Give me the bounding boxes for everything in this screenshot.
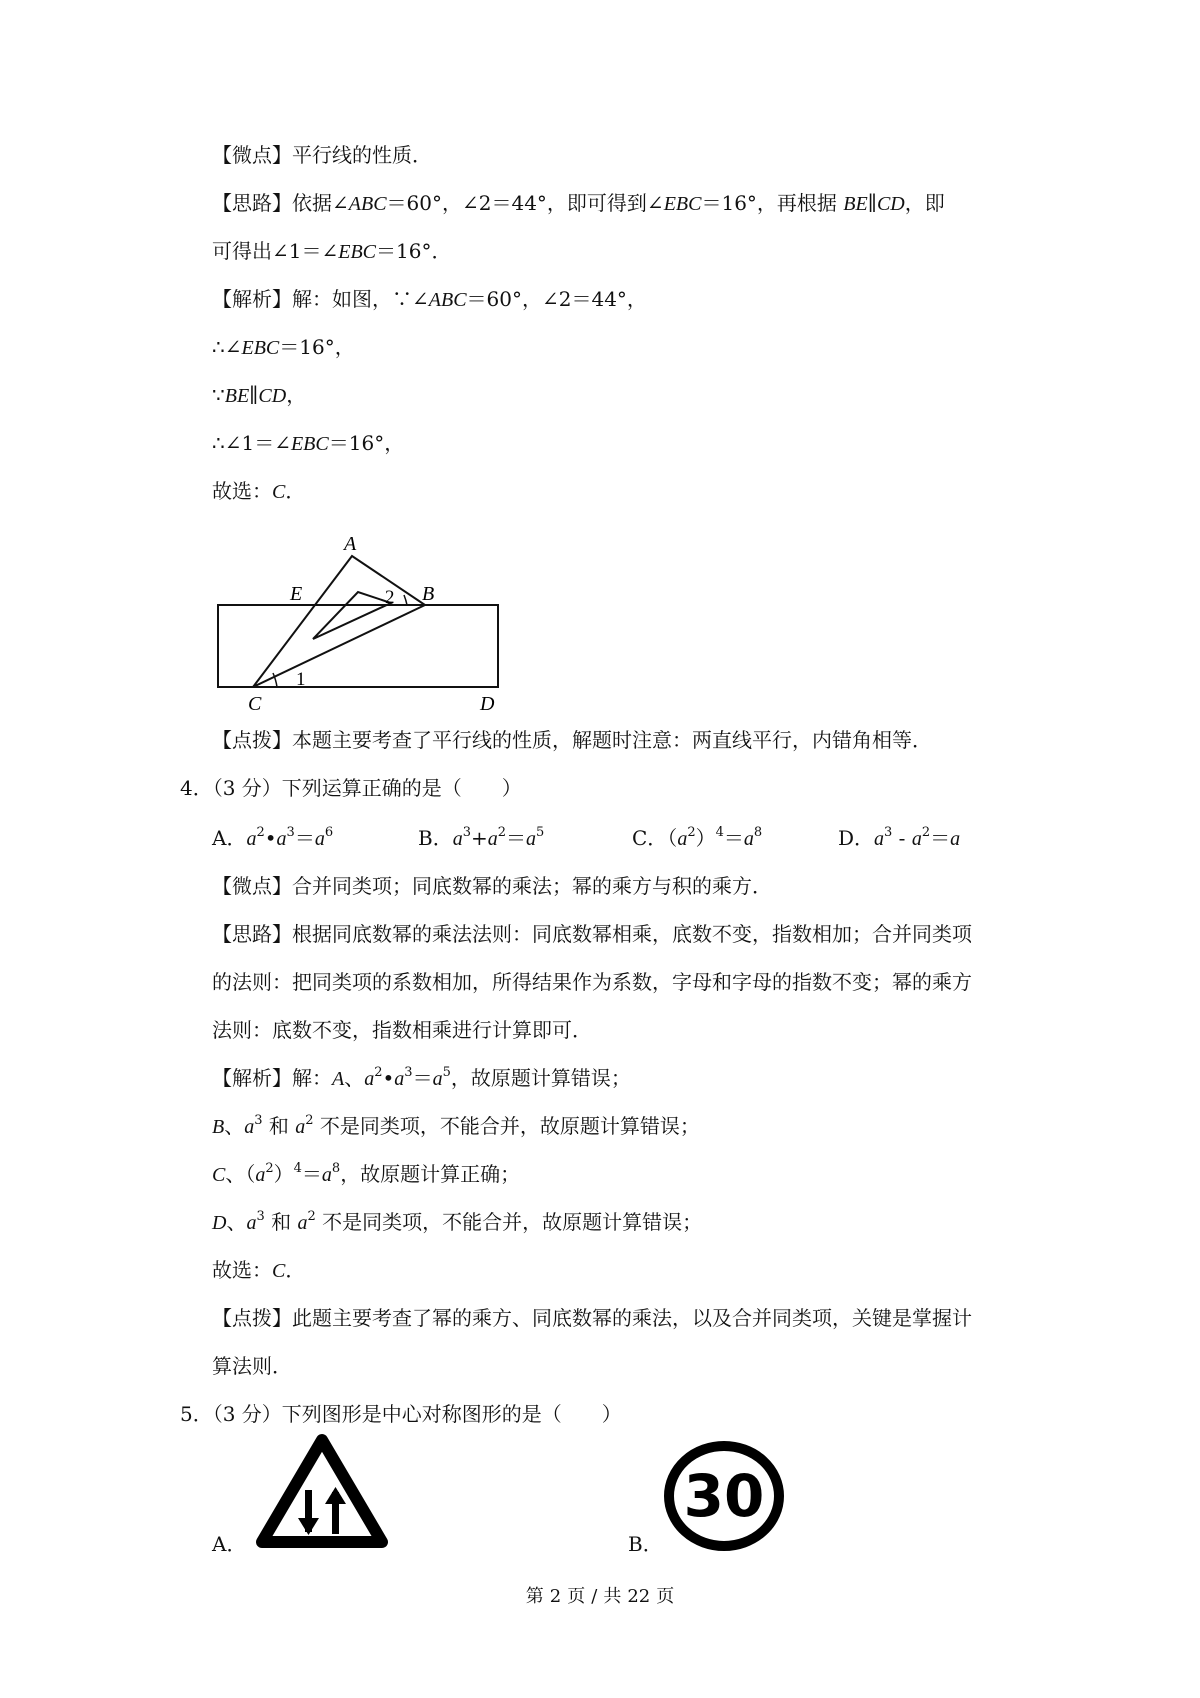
math-var: a	[950, 828, 961, 850]
math-var: a	[526, 828, 537, 850]
option-ref: B	[212, 1116, 225, 1138]
text: 依据∠	[292, 191, 349, 215]
text: ，即	[904, 191, 945, 215]
math-var: CD	[258, 385, 287, 407]
q4-silu-line-2	[212, 969, 972, 995]
q4-silu-line-1	[212, 921, 972, 947]
q4-jiexi-line-2	[212, 1113, 700, 1140]
text: 、（	[225, 1162, 256, 1186]
footer-text: 第	[525, 1586, 544, 1607]
exponent: 3	[254, 1113, 263, 1128]
text: ．	[285, 479, 306, 503]
triangle-border	[262, 1440, 382, 1542]
label-C: C	[248, 693, 262, 715]
speed-limit-30-sign-icon	[662, 1440, 787, 1555]
option-letter: A．	[212, 1532, 247, 1556]
math-var: a	[246, 1212, 257, 1234]
math-var: a	[321, 1164, 332, 1186]
label-1: 1	[296, 669, 306, 690]
math-var: a	[874, 828, 885, 850]
text: ＝60°，∠2＝44°，	[466, 287, 647, 311]
q4-silu-line-3	[212, 1017, 592, 1043]
equals: ＝	[723, 826, 744, 850]
text: ＝16°，	[328, 431, 405, 455]
parallel-symbol: ∥	[867, 191, 877, 215]
inner-triangle	[313, 592, 391, 639]
q4-answer-line	[212, 1257, 305, 1284]
option-ref: C	[212, 1164, 226, 1186]
q3-jiexi-line-2	[212, 334, 355, 361]
text: ，故原题计算正确；	[340, 1162, 521, 1186]
q3-silu-line-2	[212, 238, 451, 265]
math-var: a	[246, 828, 257, 850]
text: ．	[285, 1258, 306, 1282]
paren: ）	[273, 1162, 294, 1186]
question-stem: 5．（3 分）下列图形是中心对称图形的是（ ）	[180, 1402, 622, 1426]
text: 不是同类项，不能合并，故原题计算错误；	[313, 1114, 700, 1138]
exponent: 4	[293, 1161, 302, 1176]
weidian-text: 平行线的性质．	[292, 143, 432, 167]
text: ∴∠	[212, 335, 242, 359]
text: 根据同底数幂的乘法法则：同底数幂相乘，底数不变，指数相加；合并同类项	[292, 922, 972, 946]
footer-text: 共	[603, 1586, 622, 1607]
jiexi-heading: 【解析】	[212, 287, 292, 311]
option-letter: B．	[628, 1532, 663, 1556]
math-var: EBC	[241, 337, 280, 359]
text: 的法则：把同类项的系数相加，所得结果作为系数，字母和字母的指数不变；幂的乘方	[212, 970, 972, 994]
angle-2-arc	[404, 595, 407, 605]
answer-choice: C	[272, 481, 286, 503]
text: ∴∠1＝∠	[212, 431, 291, 455]
equals: ＝	[930, 826, 951, 850]
q4-jiexi-line-1	[212, 1065, 631, 1092]
exponent: 5	[442, 1065, 451, 1080]
total-page-count: 22	[627, 1586, 651, 1607]
text: 解：	[292, 1066, 332, 1090]
q4-option-a	[212, 825, 333, 852]
q3-jiexi-line-1	[212, 286, 647, 313]
q4-dianbo-line-2	[212, 1353, 292, 1379]
q3-dianbo-line	[212, 727, 932, 753]
text: 算法则．	[212, 1354, 292, 1378]
text: 可得出∠1＝∠	[212, 239, 339, 263]
math-var: BE	[224, 385, 250, 407]
text: ＝16°．	[376, 239, 452, 263]
q4-weidian-line	[212, 873, 772, 899]
dot-symbol: •	[382, 1066, 395, 1090]
math-var: a	[743, 828, 754, 850]
plus: +	[470, 826, 488, 850]
math-var: a	[255, 1164, 266, 1186]
dot-symbol: •	[264, 826, 277, 850]
text: 、	[344, 1066, 365, 1090]
text: ＝60°，∠2＝44°，即可得到∠	[386, 191, 664, 215]
math-var: a	[394, 1068, 405, 1090]
q5-stem	[180, 1401, 622, 1427]
silu-heading: 【思路】	[212, 922, 292, 946]
option-ref: D	[212, 1212, 227, 1234]
option-letter: B．	[418, 826, 453, 850]
math-var: a	[364, 1068, 375, 1090]
weidian-heading: 【微点】	[212, 874, 292, 898]
math-var: a	[432, 1068, 443, 1090]
math-var: BE	[843, 193, 868, 215]
text: 和	[262, 1114, 296, 1138]
q4-dianbo-line-1	[212, 1305, 972, 1331]
footer-separator: /	[591, 1586, 598, 1607]
math-var: a	[452, 828, 463, 850]
option-letter: A．	[212, 826, 247, 850]
current-page-number: 2	[549, 1586, 562, 1607]
footer-text: 页	[656, 1586, 675, 1607]
because-symbol: ∵	[212, 383, 225, 407]
q4-option-c	[632, 825, 762, 852]
q5-option-b-label	[628, 1531, 663, 1557]
text: 此题主要考查了幂的乘方、同底数幂的乘法，以及合并同类项，关键是掌握计	[292, 1306, 972, 1330]
exponent: 2	[256, 825, 265, 840]
text: 解：如图，∵∠	[292, 287, 429, 311]
silu-heading: 【思路】	[212, 191, 292, 215]
q5-option-a-label	[212, 1531, 246, 1557]
equals: ＝	[294, 826, 315, 850]
math-var: ABC	[348, 193, 387, 215]
equals: ＝	[506, 826, 527, 850]
math-var: a	[295, 1116, 306, 1138]
exponent: 2	[497, 825, 507, 840]
exponent: 4	[715, 825, 724, 840]
math-var: EBC	[663, 193, 702, 215]
exponent: 3	[462, 825, 471, 840]
math-var: a	[244, 1116, 255, 1138]
q3-jiexi-line-3	[212, 382, 306, 409]
q3-silu-line-1	[212, 190, 945, 217]
math-var: CD	[876, 193, 905, 215]
exponent: 3	[256, 1209, 265, 1224]
q4-stem	[180, 775, 522, 801]
two-way-traffic-sign-icon	[252, 1432, 392, 1552]
paren: ）	[695, 826, 716, 850]
dianbo-heading: 【点拨】	[212, 1306, 292, 1330]
text: 、	[224, 1114, 245, 1138]
text: ＝16°，再根据	[701, 191, 844, 215]
equals: ＝	[301, 1162, 322, 1186]
parallel-symbol: ∥	[249, 383, 259, 407]
dianbo-heading: 【点拨】	[212, 728, 292, 752]
math-var: EBC	[290, 433, 329, 455]
math-var: EBC	[338, 241, 377, 263]
outer-triangle	[253, 556, 425, 687]
q4-jiexi-line-4	[212, 1209, 702, 1236]
exponent: 2	[265, 1161, 274, 1176]
text: 法则：底数不变，指数相乘进行计算即可．	[212, 1018, 592, 1042]
q4-option-d	[838, 825, 960, 852]
math-var: a	[276, 828, 287, 850]
label-B: B	[422, 583, 435, 605]
text: 合并同类项；同底数幂的乘法；幂的乘方与积的乘方．	[292, 874, 772, 898]
math-var: ABC	[428, 289, 467, 311]
text: 、	[226, 1210, 247, 1234]
exponent: 8	[331, 1161, 341, 1176]
label-2: 2	[385, 587, 395, 608]
exponent: 3	[286, 825, 295, 840]
option-ref: A	[332, 1068, 345, 1090]
text: ，故原题计算错误；	[450, 1066, 631, 1090]
exponent: 2	[305, 1113, 314, 1128]
q3-answer-line	[212, 478, 305, 505]
option-letter: C．（	[632, 826, 678, 850]
text: 故选：	[212, 1258, 272, 1282]
answer-choice: C	[272, 1260, 286, 1282]
option-letter: D．	[838, 826, 875, 850]
q4-option-b	[418, 825, 544, 852]
text: 不是同类项，不能合并，故原题计算错误；	[315, 1210, 703, 1234]
q4-jiexi-line-3	[212, 1161, 520, 1188]
weidian-heading: 【微点】	[212, 143, 292, 167]
label-A: A	[344, 533, 357, 555]
q3-jiexi-line-4	[212, 430, 404, 457]
minus: -	[892, 826, 912, 850]
exponent: 8	[753, 825, 763, 840]
math-var: a	[911, 828, 922, 850]
text: 和	[264, 1210, 298, 1234]
triangle-ruler-figure	[210, 528, 510, 718]
exponent: 3	[884, 825, 893, 840]
label-D: D	[480, 693, 495, 715]
text: 故选：	[212, 479, 272, 503]
speed-number: 30	[683, 1462, 765, 1530]
exponent: 2	[921, 825, 931, 840]
q3-weidian-line	[212, 142, 432, 168]
label-E: E	[290, 583, 303, 605]
exponent: 3	[404, 1065, 413, 1080]
math-var: a	[677, 828, 688, 850]
exponent: 2	[307, 1209, 316, 1224]
question-stem: 4．（3 分）下列运算正确的是（ ）	[180, 776, 522, 800]
exponent: 2	[374, 1065, 383, 1080]
equals: ＝	[412, 1066, 433, 1090]
footer-text: 页	[567, 1586, 586, 1607]
exponent: 5	[536, 825, 545, 840]
text: ＝16°，	[279, 335, 355, 359]
math-var: a	[487, 828, 498, 850]
jiexi-heading: 【解析】	[212, 1066, 292, 1090]
exponent: 2	[687, 825, 696, 840]
text: 本题主要考查了平行线的性质，解题时注意：两直线平行，内错角相等．	[292, 728, 932, 752]
math-var: a	[314, 828, 325, 850]
exponent: 6	[324, 825, 334, 840]
text: ，	[286, 383, 307, 407]
page-footer	[0, 1585, 1200, 1609]
math-var: a	[297, 1212, 308, 1234]
